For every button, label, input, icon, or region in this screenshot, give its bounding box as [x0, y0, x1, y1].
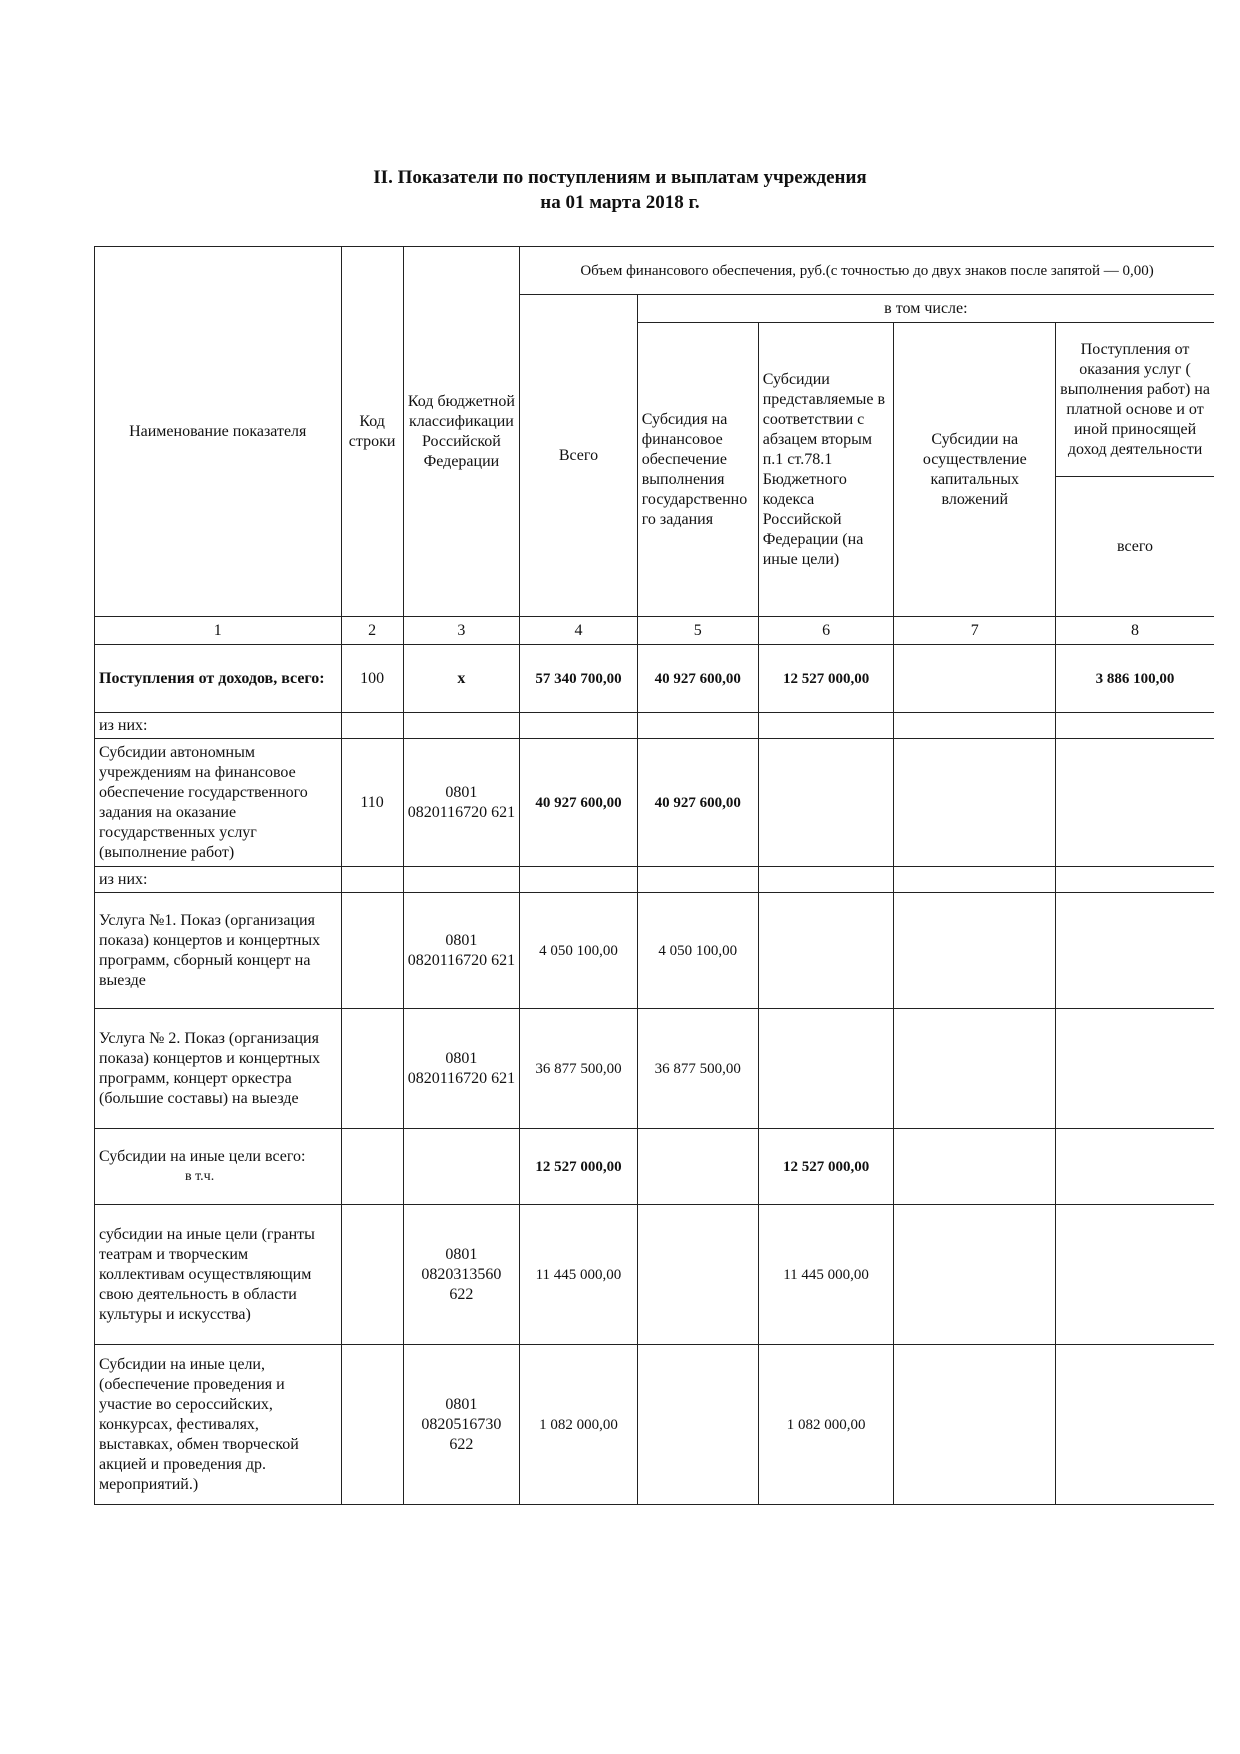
table-subheading-row [95, 713, 1215, 739]
value-other-purposes: 12 527 000,00 [758, 1129, 894, 1205]
value-other-purposes: 12 527 000,00 [758, 645, 894, 713]
value-total: 1 082 000,00 [520, 1345, 638, 1505]
value-capital [894, 739, 1056, 867]
row-name-extra: в т.ч. [185, 1168, 215, 1184]
header-paid-services: Поступления от оказания услуг ( выполнения работ) на платной основе и от иной приносящей доход деятельности [1056, 323, 1214, 477]
empty-cell [403, 867, 519, 893]
value-state-task: 40 927 600,00 [637, 739, 758, 867]
header-indicator-name: Наименование показателя [95, 247, 342, 617]
value-capital [894, 645, 1056, 713]
value-total: 57 340 700,00 [520, 645, 638, 713]
row-code: 110 [341, 739, 403, 867]
table-row [95, 1345, 1215, 1505]
row-budget-code: 0801 0820116720 621 [403, 1009, 519, 1129]
column-number: 6 [758, 617, 894, 645]
row-code [341, 1009, 403, 1129]
row-budget-code: 0801 0820313560 622 [403, 1205, 519, 1345]
row-name: из них: [95, 713, 342, 739]
empty-cell [1056, 713, 1214, 739]
column-number: 2 [341, 617, 403, 645]
value-total: 40 927 600,00 [520, 739, 638, 867]
empty-cell [758, 713, 894, 739]
row-name [95, 1009, 342, 1129]
value-paid-services [1056, 739, 1214, 867]
row-budget-code: 0801 0820116720 621 [403, 739, 519, 867]
row-name [95, 893, 342, 1009]
row-code: 100 [341, 645, 403, 713]
value-total: 11 445 000,00 [520, 1205, 638, 1345]
row-budget-code: x [403, 645, 519, 713]
value-paid-services [1056, 893, 1214, 1009]
empty-cell [894, 713, 1056, 739]
header-line-code: Код строки [341, 247, 403, 617]
column-number-row [95, 617, 1215, 645]
row-name-text: Субсидии на иные цели всего: [99, 1147, 306, 1165]
column-number: 1 [95, 617, 342, 645]
value-state-task: 36 877 500,00 [637, 1009, 758, 1129]
row-name [95, 739, 342, 867]
empty-cell [520, 713, 638, 739]
value-capital [894, 1009, 1056, 1129]
value-paid-services: 3 886 100,00 [1056, 645, 1214, 713]
value-paid-services [1056, 1205, 1214, 1345]
value-paid-services [1056, 1345, 1214, 1505]
empty-cell [403, 713, 519, 739]
value-state-task [637, 1129, 758, 1205]
value-state-task [637, 1345, 758, 1505]
header-subsidy-other-purposes: Субсидии представляемые в соответствии с абзацем вторым п.1 ст.78.1 Бюджетного кодекса Российской Федерации (на иные цели) [758, 323, 894, 617]
row-code [341, 1205, 403, 1345]
value-paid-services [1056, 1129, 1214, 1205]
header-subsidy-capital: Субсидии на осуществление капитальных вложений [894, 323, 1056, 617]
row-code [341, 1345, 403, 1505]
column-number: 7 [894, 617, 1056, 645]
column-number: 3 [403, 617, 519, 645]
row-code [341, 893, 403, 1009]
value-other-purposes [758, 739, 894, 867]
report-title-line1: II. Показатели по поступлениям и выплатам учреждения [373, 167, 867, 188]
row-name-text: субсидии на иные цели (гранты театрам и творческим коллективам осуществляющим свою деятельность в области культуры и искусства) [99, 1225, 315, 1323]
report-title [0, 165, 1240, 215]
value-capital [894, 1205, 1056, 1345]
empty-cell [341, 867, 403, 893]
value-other-purposes [758, 893, 894, 1009]
row-budget-code: 0801 0820116720 621 [403, 893, 519, 1009]
table-row [95, 1129, 1215, 1205]
report-title-line2: на 01 марта 2018 г. [540, 192, 700, 213]
row-budget-code: 0801 0820516730 622 [403, 1345, 519, 1505]
value-capital [894, 893, 1056, 1009]
header-including: в том числе: [637, 295, 1214, 323]
value-state-task [637, 1205, 758, 1345]
empty-cell [894, 867, 1056, 893]
header-budget-code: Код бюджетной классификации Российской Федерации [403, 247, 519, 617]
indicators-table [94, 246, 1214, 1505]
header-paid-services-total: всего [1056, 477, 1214, 617]
value-capital [894, 1129, 1056, 1205]
row-budget-code [403, 1129, 519, 1205]
empty-cell [637, 867, 758, 893]
header-total: Всего [520, 295, 638, 617]
column-number: 5 [637, 617, 758, 645]
empty-cell [520, 867, 638, 893]
row-name-text: Поступления от доходов, всего: [99, 669, 325, 687]
table-subheading-row [95, 867, 1215, 893]
value-state-task: 4 050 100,00 [637, 893, 758, 1009]
value-other-purposes [758, 1009, 894, 1129]
value-other-purposes: 1 082 000,00 [758, 1345, 894, 1505]
header-subsidy-state-task: Субсидия на финансовое обеспечение выполнения государственного задания [637, 323, 758, 617]
row-name: из них: [95, 867, 342, 893]
column-number: 4 [520, 617, 638, 645]
table-row [95, 1205, 1215, 1345]
value-state-task: 40 927 600,00 [637, 645, 758, 713]
row-code [341, 1129, 403, 1205]
value-capital [894, 1345, 1056, 1505]
row-name-text: Субсидии на иные цели, (обеспечение проведения и участие во сероссийских, конкурсах, фестивалях, выставках, обмен творческой акцией и проведения др. мероприятий.) [99, 1355, 299, 1493]
row-name [95, 1129, 342, 1205]
header-financing-volume: Объем финансового обеспечения, руб.(с точностью до двух знаков после запятой — 0,00) [520, 247, 1214, 295]
row-name-text: Услуга №1. Показ (организация показа) концертов и концертных программ, сборный концерт на выезде [99, 911, 321, 989]
row-name [95, 645, 342, 713]
table-row [95, 645, 1215, 713]
table-row [95, 893, 1215, 1009]
value-total: 36 877 500,00 [520, 1009, 638, 1129]
table-row [95, 739, 1215, 867]
value-total: 12 527 000,00 [520, 1129, 638, 1205]
row-name-text: Услуга № 2. Показ (организация показа) концертов и концертных программ, концерт оркестра (большие составы) на выезде [99, 1029, 321, 1107]
value-paid-services [1056, 1009, 1214, 1129]
row-name [95, 1205, 342, 1345]
table-row [95, 1009, 1215, 1129]
column-number: 8 [1056, 617, 1214, 645]
empty-cell [1056, 867, 1214, 893]
row-name-text: Субсидии автономным учреждениям на финансовое обеспечение государственного задания на оказание государственных услуг (выполнение работ) [99, 743, 308, 861]
empty-cell [758, 867, 894, 893]
value-other-purposes: 11 445 000,00 [758, 1205, 894, 1345]
row-name [95, 1345, 342, 1505]
empty-cell [637, 713, 758, 739]
empty-cell [341, 713, 403, 739]
value-total: 4 050 100,00 [520, 893, 638, 1009]
